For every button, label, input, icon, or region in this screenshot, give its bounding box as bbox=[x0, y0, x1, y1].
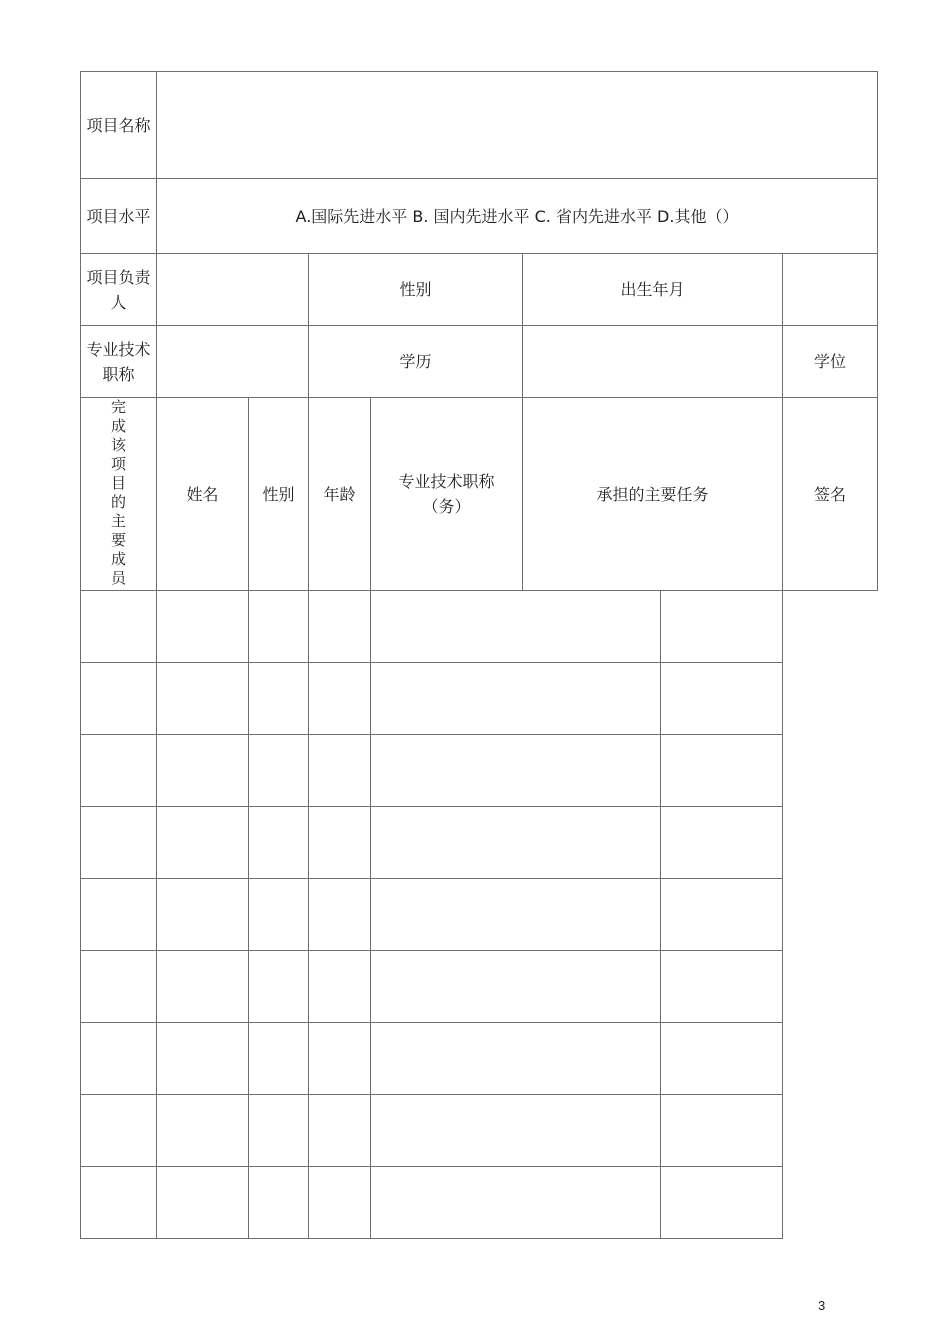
member-title-cell[interactable] bbox=[309, 951, 371, 1023]
members-header-task: 承担的主要任务 bbox=[523, 398, 783, 591]
member-gender-cell[interactable] bbox=[157, 591, 249, 663]
member-gender-cell[interactable] bbox=[157, 879, 249, 951]
leader-label: 项目负责人 bbox=[81, 254, 157, 326]
member-task-cell[interactable] bbox=[371, 735, 661, 807]
members-header-age: 年龄 bbox=[309, 398, 371, 591]
member-age-cell[interactable] bbox=[249, 591, 309, 663]
member-row bbox=[81, 663, 878, 735]
birth-field[interactable] bbox=[783, 254, 878, 326]
member-row bbox=[81, 951, 878, 1023]
project-level-options[interactable]: A.国际先进水平 B. 国内先进水平 C. 省内先进水平 D.其他（） bbox=[157, 179, 878, 254]
members-body bbox=[81, 591, 878, 1239]
member-signature-cell[interactable] bbox=[661, 879, 783, 951]
member-name-cell[interactable] bbox=[81, 1095, 157, 1167]
member-gender-cell[interactable] bbox=[157, 1023, 249, 1095]
member-age-cell[interactable] bbox=[249, 879, 309, 951]
member-title-cell[interactable] bbox=[309, 879, 371, 951]
member-task-cell[interactable] bbox=[371, 951, 661, 1023]
member-age-cell[interactable] bbox=[249, 1095, 309, 1167]
member-title-cell[interactable] bbox=[309, 1023, 371, 1095]
member-gender-cell[interactable] bbox=[157, 951, 249, 1023]
member-name-cell[interactable] bbox=[81, 807, 157, 879]
member-name-cell[interactable] bbox=[81, 879, 157, 951]
project-name-row bbox=[81, 72, 878, 179]
members-label-cell bbox=[81, 398, 157, 591]
members-header-title: 专业技术职称（务） bbox=[371, 398, 523, 591]
member-age-cell[interactable] bbox=[249, 735, 309, 807]
birth-label: 出生年月 bbox=[523, 254, 783, 326]
member-row bbox=[81, 1095, 878, 1167]
member-task-cell[interactable] bbox=[371, 591, 661, 663]
title-field[interactable] bbox=[157, 326, 309, 398]
members-header-signature: 签名 bbox=[783, 398, 878, 591]
members-header-name: 姓名 bbox=[157, 398, 249, 591]
member-row bbox=[81, 879, 878, 951]
education-label: 学历 bbox=[309, 326, 523, 398]
member-signature-cell[interactable] bbox=[661, 735, 783, 807]
project-name-field[interactable] bbox=[157, 72, 878, 179]
member-name-cell[interactable] bbox=[81, 735, 157, 807]
member-task-cell[interactable] bbox=[371, 663, 661, 735]
member-signature-cell[interactable] bbox=[661, 663, 783, 735]
member-gender-cell[interactable] bbox=[157, 807, 249, 879]
member-title-cell[interactable] bbox=[309, 735, 371, 807]
member-signature-cell[interactable] bbox=[661, 1167, 783, 1239]
project-name-label: 项目名称 bbox=[81, 72, 157, 179]
member-name-cell[interactable] bbox=[81, 951, 157, 1023]
member-name-cell[interactable] bbox=[81, 591, 157, 663]
member-task-cell[interactable] bbox=[371, 879, 661, 951]
member-gender-cell[interactable] bbox=[157, 735, 249, 807]
member-signature-cell[interactable] bbox=[661, 591, 783, 663]
member-name-cell[interactable] bbox=[81, 1167, 157, 1239]
members-label: 完成该项目的主要成员 bbox=[110, 398, 126, 587]
member-task-cell[interactable] bbox=[371, 1023, 661, 1095]
member-gender-cell[interactable] bbox=[157, 1167, 249, 1239]
members-header-row bbox=[81, 398, 878, 591]
member-signature-cell[interactable] bbox=[661, 1095, 783, 1167]
project-form-table bbox=[80, 71, 878, 1239]
member-title-cell[interactable] bbox=[309, 1095, 371, 1167]
member-gender-cell[interactable] bbox=[157, 1095, 249, 1167]
gender-label: 性别 bbox=[309, 254, 523, 326]
member-title-cell[interactable] bbox=[309, 1167, 371, 1239]
member-age-cell[interactable] bbox=[249, 1023, 309, 1095]
member-name-cell[interactable] bbox=[81, 1023, 157, 1095]
member-age-cell[interactable] bbox=[249, 1167, 309, 1239]
leader-row bbox=[81, 254, 878, 326]
member-task-cell[interactable] bbox=[371, 1167, 661, 1239]
member-task-cell[interactable] bbox=[371, 1095, 661, 1167]
project-level-label: 项目水平 bbox=[81, 179, 157, 254]
member-row bbox=[81, 591, 878, 663]
member-title-cell[interactable] bbox=[309, 807, 371, 879]
member-age-cell[interactable] bbox=[249, 951, 309, 1023]
member-signature-cell[interactable] bbox=[661, 1023, 783, 1095]
member-row bbox=[81, 1023, 878, 1095]
education-field[interactable] bbox=[523, 326, 783, 398]
member-signature-cell[interactable] bbox=[661, 807, 783, 879]
degree-label: 学位 bbox=[814, 352, 847, 371]
title-label: 专业技术职称 bbox=[81, 326, 157, 398]
leader-field[interactable] bbox=[157, 254, 309, 326]
members-header-gender: 性别 bbox=[249, 398, 309, 591]
project-level-row bbox=[81, 179, 878, 254]
member-signature-cell[interactable] bbox=[661, 951, 783, 1023]
member-row bbox=[81, 1167, 878, 1239]
page-number: 3 bbox=[818, 1298, 826, 1313]
title-row bbox=[81, 326, 878, 398]
member-name-cell[interactable] bbox=[81, 663, 157, 735]
member-title-cell[interactable] bbox=[309, 663, 371, 735]
member-row bbox=[81, 735, 878, 807]
member-age-cell[interactable] bbox=[249, 663, 309, 735]
degree-cell bbox=[783, 326, 878, 398]
member-gender-cell[interactable] bbox=[157, 663, 249, 735]
member-task-cell[interactable] bbox=[371, 807, 661, 879]
member-title-cell[interactable] bbox=[309, 591, 371, 663]
member-row bbox=[81, 807, 878, 879]
member-age-cell[interactable] bbox=[249, 807, 309, 879]
